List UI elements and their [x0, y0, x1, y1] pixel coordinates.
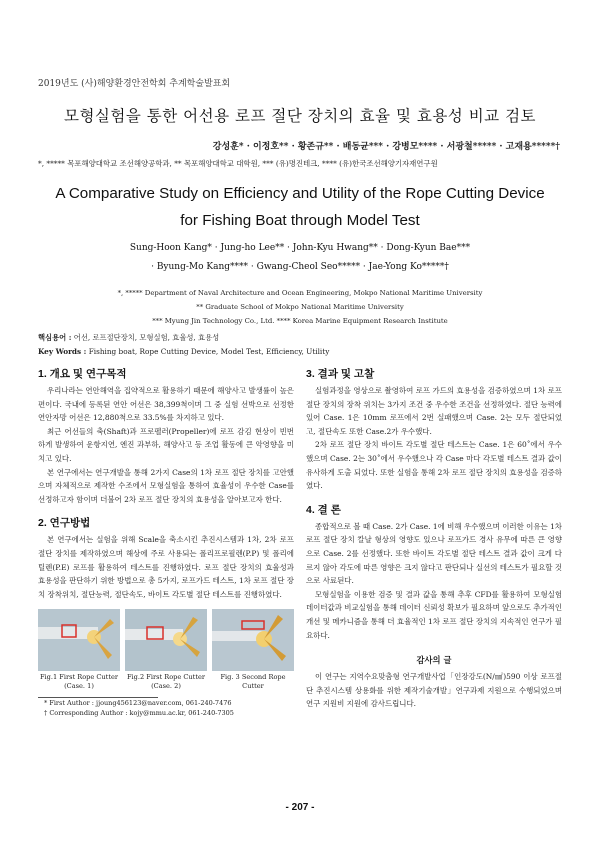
korean-affiliations: *, ***** 목포해양대학교 조선해양공학과, ** 목포해양대학교 대학원, *** (유)명진테크, **** (유)한국조선해양기자재연구원 [38, 159, 438, 168]
english-authors-line-2: · Byung-Mo Kang**** · Gwang-Cheol Seo***** · Jae-Yong Ko*****† [151, 262, 449, 272]
propeller-photo-icon [212, 609, 294, 671]
english-authors-line-1: Sung-Hoon Kang* · Jung-ho Lee** · John-Kyu Hwang** · Dong-Kyun Bae*** [129, 243, 471, 253]
section-3-paragraph-1: 실험과정을 영상으로 촬영하여 로프 가드의 효용성을 검증하였으며 1차 로프 절단 장치의 장착 위치는 3가지 조건 중 우수한 조건을 선정하였다. 절단 능력에 있어 Case. 1은 10mm 로프에서 2번 실패했으며 Case. 2는 모두 절단되었고, 절단속도 또한 Case.2가 우수했다. [306, 386, 562, 436]
section-1-paragraph-2: 최근 어선들의 축(Shaft)과 프로펠러(Propeller)에 로프 감김 현상이 빈번하게 발생하여 운항지연, 엔진 과부하, 해양사고 등 조업 활동에 큰 악영향을 미치고 있다. [38, 426, 294, 463]
propeller-photo-icon [38, 609, 120, 671]
section-4-paragraph-1: 종합적으로 볼 때 Case. 2가 Case. 1에 비해 우수했으며 이러한 이유는 1차 로프 절단 장치 칼날 형상의 영향도 있으나 로프가드 경사 유무에 따른 큰 영향으로 Case. 2를 선정했다. 또한 바이트 각도별 절단 테스트 결과 값이 크게 다르지 않아 각도에 따른 영향은 크지 않다고 판단되나 실선의 테스트가 필요할 것으로 사료된다. [306, 521, 562, 586]
korean-keywords-text: 어선, 로프절단장치, 모형실험, 효율성, 효용성 [73, 333, 220, 342]
conference-header: 2019년도 (사)해양환경안전학회 추계학술발표회 [38, 79, 231, 89]
english-keywords-text: Fishing boat, Rope Cutting Device, Model Test, Efficiency, Utility [88, 347, 330, 356]
korean-authors: 강성훈* · 이정호** · 황존규** · 배동균*** · 강병모**** · 서광철***** · 고재용*****† [212, 142, 560, 152]
english-title-line-2: for Fishing Boat through Model Test [180, 212, 420, 229]
figure-3 [212, 609, 294, 691]
right-column [306, 366, 562, 711]
english-affiliations [0, 286, 600, 328]
section-3-paragraph-2: 2차 로프 절단 장치 바이트 각도별 절단 테스트는 Case. 1은 60˚에서 우수했으며 Case. 2는 30˚에서 우수했으나 각 Case 마다 각도별 테스트 결과 값이 유사하게 도출 되었다. 또한 실험을 통해 2차 로프 절단 장치의 효용성을 검증하였다. [306, 440, 562, 491]
english-affiliation-line-2: ** Graduate School of Mokpo National Maritime University [196, 303, 404, 311]
figure-2 [125, 609, 207, 691]
section-4-paragraph-2: 모형실험을 이용한 검증 및 결과 값을 통해 추후 CFD를 활용하여 모형실험 데이터값과 비교실험을 통해 데이터 신뢰성 확보가 필요하며 앞으로도 추가적인 개선 및 메카니즘을 통해 더 효율적인 1차 로프 절단 장치의 지속적인 연구가 필요하다. [306, 589, 563, 640]
figure-1-caption: Fig.1 First Rope Cutter (Case. 1) [39, 673, 119, 691]
figure-1 [38, 609, 120, 691]
english-affiliation-line-1: *, ***** Department of Naval Architecture and Ocean Engineering, Mokpo National Maritime University [117, 289, 483, 297]
footnote-corresponding-author: † Corresponding Author : kojy@mmu.ac.kr, 061-240-7305 [44, 709, 234, 718]
propeller-photo-icon [125, 609, 207, 671]
page-number: - 207 - [285, 802, 315, 813]
english-keywords [38, 347, 329, 356]
section-2-paragraph-1: 본 연구에서는 실험을 위해 Scale을 축소시킨 추진시스템과 1차, 2차 로프 절단 장치를 제작하였으며 해상에 주로 사용되는 폴리프로필렌(P.P) 및 폴리에틸렌(P.E) 로프를 활용하여 테스트를 진행하였다. 로프 절단 장치의 효율성과 효용성을 판단하기 위한 방법으로 총 5가지, 로프가드 테스트, 1차 로프 절단 장치 장착위치, 절단능력, 절단속도, 바이트 각도별 절단 테스트를 진행하였다. [38, 535, 294, 599]
figure-2-caption: Fig.2 First Rope Cutter (Case. 2) [126, 673, 206, 691]
korean-keywords [38, 333, 219, 343]
english-title-line-1: A Comparative Study on Efficiency and Utility of the Rope Cutting Device [55, 185, 545, 202]
acknowledgement-text: 이 연구는 지역수요맞춤형 연구개발사업「인장강도(N/㎟)590 이상 로프절단 추진시스템 상용화를 위한 제작기술개발」연구과제 지원으로 수행되었으며 연구 지원비 지원에 감사드립니다. [306, 672, 562, 709]
english-authors [0, 239, 600, 277]
english-affiliation-line-3: *** Myung Jin Technology Co., Ltd. **** Korea Marine Equipment Research Institute [152, 317, 448, 325]
section-1-heading: 1. 개요 및 연구목적 [38, 368, 127, 380]
figure-row [38, 609, 294, 691]
figure-3-photo [212, 609, 294, 671]
left-column [38, 366, 294, 718]
figure-2-photo [125, 609, 207, 671]
section-3-heading: 3. 결과 및 고찰 [306, 368, 375, 380]
section-2-heading: 2. 연구방법 [38, 517, 91, 530]
section-4-heading: 4. 결 론 [306, 503, 341, 516]
section-1-paragraph-3: 본 연구에서는 연구개발을 통해 2가지 Case의 1차 로프 절단 장치를 고안했으며 자체적으로 제작한 수조에서 모형실험을 통하여 효율성이 우수한 Case를 선정하고자 함이며 더불어 2차 로프 절단 장치의 효용성을 알아보고자 한다. [38, 467, 294, 504]
english-title [0, 180, 600, 234]
footnote-first-author: * First Author : jjoung456123@naver.com, 061-240-7476 [44, 699, 232, 708]
english-keywords-label: Key Words : [38, 347, 87, 356]
figure-3-caption: Fig. 3 Second Rope Cutter [220, 673, 286, 691]
figure-1-photo [38, 609, 120, 671]
korean-title: 모형실험을 통한 어선용 로프 절단 장치의 효율 및 효용성 비교 검토 [63, 107, 537, 125]
acknowledgement-heading: 감사의 글 [416, 655, 452, 666]
section-1-paragraph-1: 우리나라는 연안해역을 집약적으로 활용하기 때문에 해양사고 발생률이 높은 편이다. 국내에 등록된 연안 어선은 38,399척이며 그 중 실험 선박으로 선정한 연안자망 어선은 12,880척으로 33.5%를 차지하고 있다. [38, 386, 294, 423]
korean-keywords-label: 핵심용어 : [38, 333, 72, 342]
